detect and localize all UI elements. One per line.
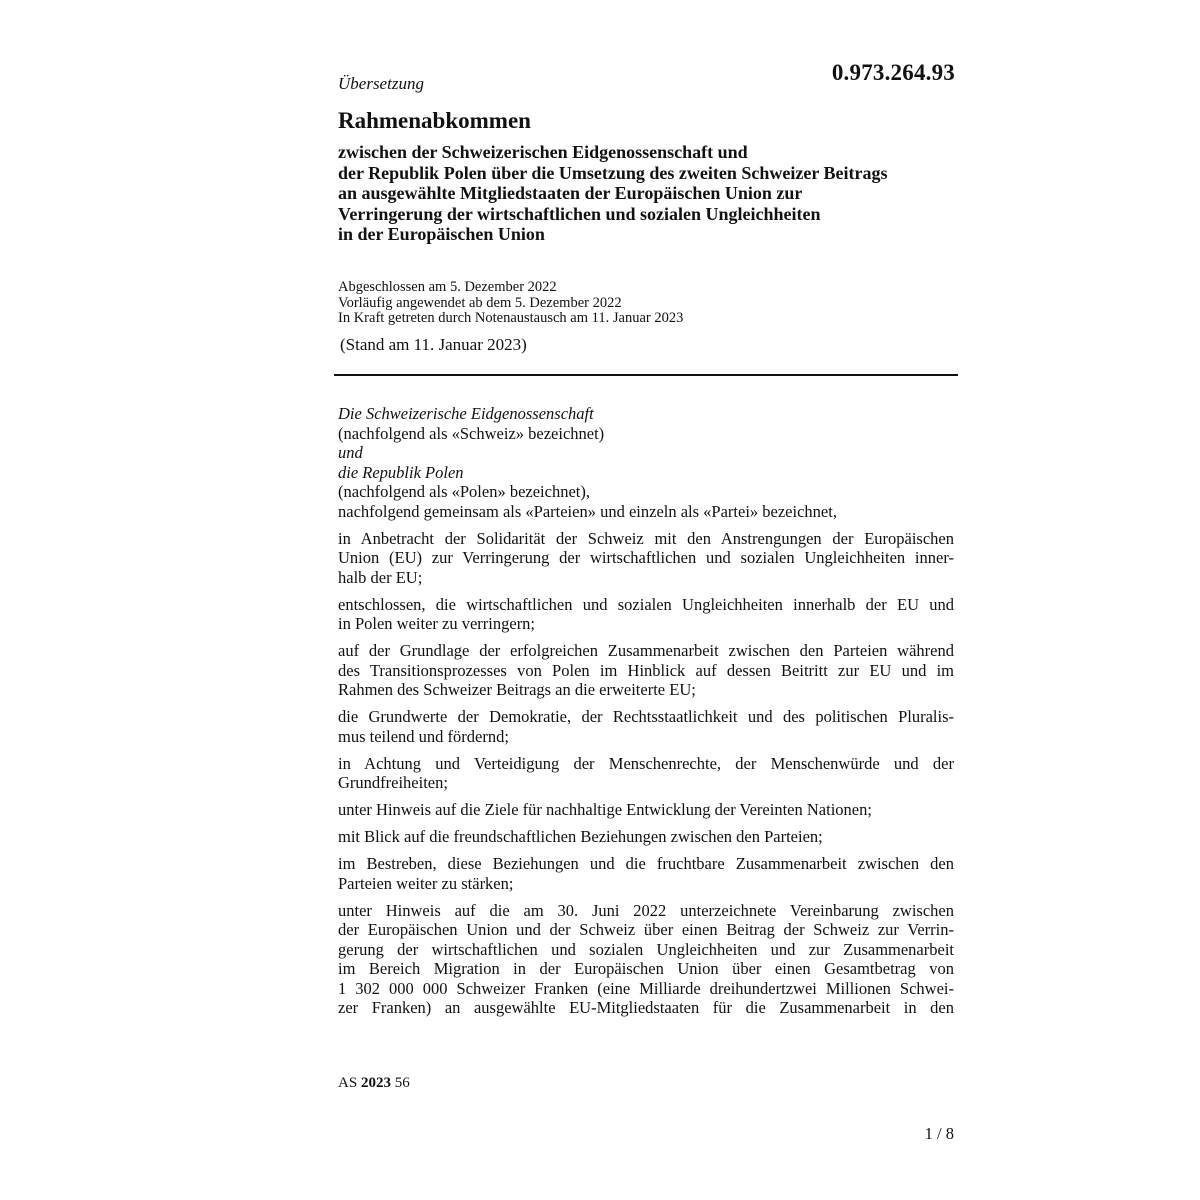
provisional-date: Vorläufig angewendet ab dem 5. Dezember 2022: [338, 294, 622, 311]
as-year: 2023: [360, 1075, 391, 1091]
status-date: (Stand am 11. Januar 2023): [340, 335, 527, 354]
preamble-clause: [338, 595, 954, 634]
clause-line: Rahmen des Schweizer Beitrags an die erweiterte EU;: [338, 680, 696, 699]
sr-number: 0.973.264.93: [831, 60, 955, 85]
joint-designation: nachfolgend gemeinsam als «Parteien» und einzeln als «Partei» bezeichnet,: [338, 501, 837, 521]
clause-line: Parteien weiter zu stärken;: [338, 873, 514, 893]
preamble-clause: [338, 754, 954, 793]
clause-line: 1 302 000 000 Schweizer Franken (eine Milliarde dreihundertzwei Millionen Schwei-: [338, 978, 954, 998]
clause-line: in Achtung und Verteidigung der Menschenrechte, der Menschenwürde und der: [338, 753, 954, 773]
clause-line: des Transitionsprozesses von Polen im Hinblick auf dessen Beitritt zur EU und im: [338, 660, 954, 680]
clause-line: entschlossen, die wirtschaftlichen und sozialen Ungleichheiten innerhalb der EU und: [338, 594, 954, 614]
preamble-clause: [338, 641, 954, 700]
preamble-clause: [338, 901, 954, 1018]
clause-line: die Grundwerte der Demokratie, der Rechtsstaatlichkeit und des politischen Pluralis-: [338, 707, 954, 726]
subtitle-line: Verringerung der wirtschaftlichen und sozialen Ungleichheiten: [338, 203, 821, 224]
party-poland-note: (nachfolgend als «Polen» bezeichnet),: [338, 482, 590, 501]
document-title: Rahmenabkommen: [338, 108, 531, 133]
conjunction: und: [338, 443, 363, 462]
party-poland: die Republik Polen: [338, 462, 464, 482]
party-switzerland: Die Schweizerische Eidgenossenschaft: [338, 404, 594, 423]
clause-line: halb der EU;: [338, 567, 423, 587]
date-block: [338, 280, 683, 327]
clause-line: in Polen weiter zu verringern;: [338, 614, 536, 633]
translation-note: Übersetzung: [338, 74, 424, 93]
as-prefix: AS: [338, 1075, 358, 1091]
clause-line: der Europäischen Union und der Schweiz über einen Beitrag der Schweiz zur Verrin-: [338, 920, 954, 939]
preamble-clause: [338, 529, 954, 588]
clause-line: in Anbetracht der Solidarität der Schweiz mit den Anstrengungen der Europäischen: [338, 528, 954, 548]
clause-line: im Bestreben, diese Beziehungen und die fruchtbare Zusammenarbeit zwischen den: [338, 854, 954, 873]
subtitle-line: der Republik Polen über die Umsetzung des zweiten Schweizer Beitrags: [338, 162, 888, 183]
in-force-date: In Kraft getreten durch Notenaustausch am 11. Januar 2023: [338, 310, 684, 326]
as-number: 56: [394, 1075, 410, 1091]
clause-line: Grundfreiheiten;: [338, 773, 448, 792]
preamble-clause: [338, 707, 954, 746]
clause-line: Union (EU) zur Verringerung der wirtschaftlichen und sozialen Ungleichheiten inner-: [338, 548, 954, 567]
official-compilation-reference: [338, 1075, 410, 1092]
document-subtitle: [338, 142, 958, 245]
clause-line: auf der Grundlage der erfolgreichen Zusammenarbeit zwischen den Parteien während: [338, 641, 954, 660]
preamble-clause: [338, 827, 954, 847]
clause-line: zer Franken) an ausgewählte EU-Mitgliedstaaten für die Zusammenarbeit in den: [338, 998, 954, 1017]
subtitle-line: in der Europäischen Union: [338, 224, 545, 244]
preamble-clauses: [338, 529, 954, 1018]
clause-line: mit Blick auf die freundschaftlichen Beziehungen zwischen den Parteien;: [338, 827, 823, 846]
party-switzerland-note: (nachfolgend als «Schweiz» bezeichnet): [338, 423, 605, 443]
clause-line: unter Hinweis auf die Ziele für nachhaltige Entwicklung der Vereinten Nationen;: [338, 800, 872, 819]
subtitle-line: zwischen der Schweizerischen Eidgenossenschaft und: [338, 142, 748, 162]
preamble-clause: [338, 854, 954, 893]
concluded-date: Abgeschlossen am 5. Dezember 2022: [338, 279, 557, 295]
preamble-clause: [338, 800, 954, 820]
page-number: 1 / 8: [924, 1124, 954, 1143]
clause-line: mus teilend und fördernd;: [338, 726, 509, 746]
clause-line: gerung der wirtschaftlichen und sozialen Ungleichheiten und zur Zusammenarbeit: [338, 939, 954, 959]
header-rule: [334, 374, 958, 376]
clause-line: unter Hinweis auf die am 30. Juni 2022 unterzeichnete Vereinbarung zwischen: [338, 900, 954, 920]
clause-line: im Bereich Migration in der Europäischen Union über einen Gesamtbetrag von: [338, 959, 954, 978]
subtitle-line: an ausgewählte Mitgliedstaaten der Europäischen Union zur: [338, 183, 803, 203]
document-body: [338, 404, 954, 1018]
